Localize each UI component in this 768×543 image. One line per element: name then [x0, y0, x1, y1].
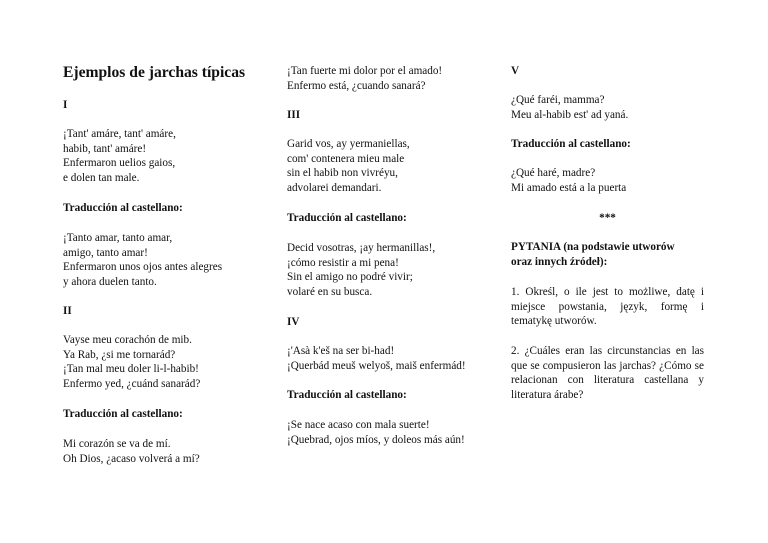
translation-heading: Traducción al castellano:: [63, 202, 183, 214]
jarcha-5-text: [511, 93, 704, 122]
verse-line: Meu al-habib est' ad yaná.: [511, 108, 629, 121]
jarcha-4-text: [287, 344, 487, 373]
section-heading-2: II: [63, 305, 72, 317]
questions-heading-bold: PYTANIA: [511, 241, 561, 253]
verse-line: ¿Qué haré, madre?: [511, 167, 596, 179]
verse-line: Oh Dios, ¿acaso volverá a mí?: [63, 452, 200, 465]
verse-line: Enfermo está, ¿cuando sanará?: [287, 79, 426, 92]
verse-line: Decid vosotras, ¡ay hermanillas!,: [287, 242, 436, 254]
jarcha-5-translation: [511, 166, 704, 195]
verse-line: ¡Tan mal meu doler li-l-habib!: [63, 363, 199, 376]
jarcha-2-translation: [63, 437, 263, 466]
translation-heading: Traducción al castellano:: [63, 408, 183, 420]
verse-line: Garid vos, ay yermaniellas,: [287, 138, 410, 150]
verse-line: e dolen tan male.: [63, 171, 140, 184]
question-1: 1. Określ, o ile jest to możliwe, datę i miejsce powstania, język, formę i tematykę utworów.: [511, 286, 704, 328]
jarcha-1-translation: [63, 231, 263, 289]
section-heading-5: V: [511, 65, 520, 77]
translation-heading: Traducción al castellano:: [287, 212, 407, 224]
separator: ***: [599, 212, 616, 224]
verse-line: ¡cómo resistir a mi pena!: [287, 256, 399, 269]
jarcha-3-translation: [287, 241, 487, 299]
jarcha-2-text: [63, 333, 263, 391]
translation-heading: Traducción al castellano:: [287, 389, 407, 401]
jarcha-3-text: [287, 137, 487, 195]
verse-line: ¡'Asà k'eš na ser bi-had!: [287, 345, 395, 357]
verse-line: habib, tant' amáre!: [63, 142, 147, 155]
verse-line: Vayse meu corachón de mib.: [63, 334, 192, 346]
jarcha-2-translation-cont: [287, 64, 487, 93]
verse-line: com' contenera mieu male: [287, 152, 405, 165]
questions-heading-rest: (na podstawie utworów: [560, 241, 675, 253]
verse-line: Sin el amigo no podré vivir;: [287, 271, 413, 284]
verse-line: ¡Tanto amar, tanto amar,: [63, 232, 173, 244]
verse-line: ¿Qué faréi, mamma?: [511, 94, 605, 106]
question-2: 2. ¿Cuáles eran las circunstancias en las que se compusieron las jarchas? ¿Cómo se relacionan con literatura castellana y literatura árabe?: [511, 345, 704, 401]
verse-line: advolarei demandari.: [287, 181, 382, 194]
verse-line: y ahora duelen tanto.: [63, 275, 157, 288]
verse-line: Mi amado está a la puerta: [511, 181, 627, 194]
verse-line: Enfermaron uelios gaios,: [63, 157, 176, 170]
verse-line: amigo, tanto amar!: [63, 246, 148, 259]
questions-heading: [511, 240, 704, 269]
translation-heading: Traducción al castellano:: [511, 138, 631, 150]
verse-line: Enfermo yed, ¿cuánd sanarád?: [63, 377, 201, 390]
verse-line: ¡Tan fuerte mi dolor por el amado!: [287, 65, 443, 77]
jarcha-4-translation: [287, 418, 487, 447]
section-heading-3: III: [287, 109, 301, 121]
verse-line: volaré en su busca.: [287, 285, 373, 298]
verse-line: Enfermaron unos ojos antes alegres: [63, 261, 223, 274]
verse-line: sin el habib non vivréyu,: [287, 167, 398, 180]
verse-line: ¡Tant' amáre, tant' amáre,: [63, 128, 176, 140]
verse-line: ¡Querbád meuš welyoš, maiš enfermád!: [287, 359, 466, 372]
verse-line: ¡Se nace acaso con mala suerte!: [287, 419, 430, 431]
verse-line: ¡Quebrad, ojos míos, y doleos más aún!: [287, 433, 465, 446]
verse-line: Mi corazón se va de mí.: [63, 438, 171, 450]
jarcha-1-text: [63, 127, 263, 185]
page-title: Ejemplos de jarchas típicas: [63, 64, 246, 81]
section-heading-1: I: [63, 99, 68, 111]
section-heading-4: IV: [287, 316, 300, 328]
verse-line: Ya Rab, ¿si me tornarád?: [63, 348, 176, 361]
questions-heading-line2: oraz innych źródeł):: [511, 255, 608, 268]
